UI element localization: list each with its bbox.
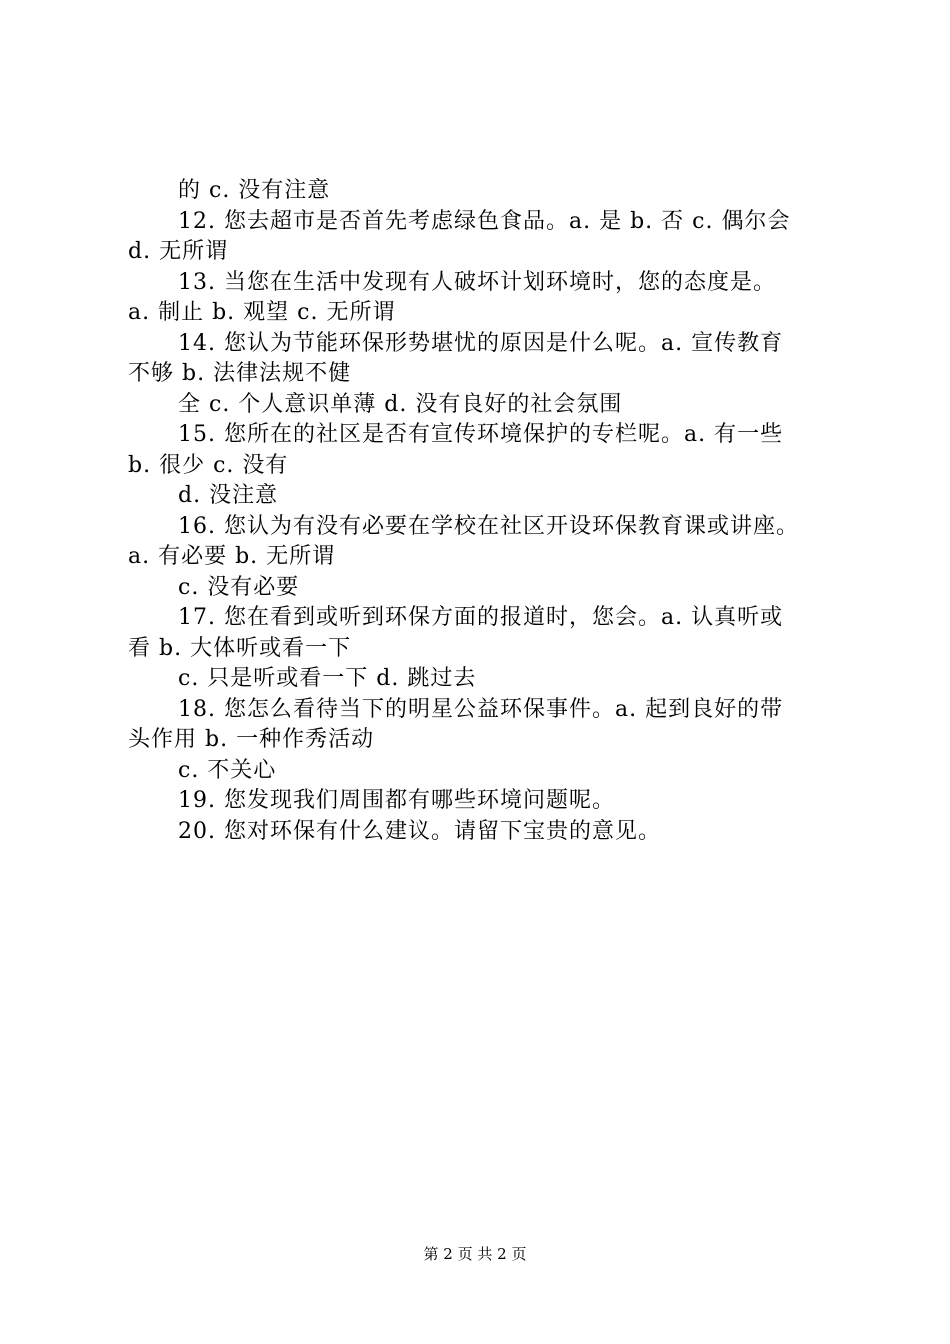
text-line: d. 没注意 <box>178 483 279 508</box>
question-12: 12. 您去超市是否首先考虑绿色食品。a. 是 b. 否 c. 偶尔会 <box>178 209 791 234</box>
question-15: 15. 您所在的社区是否有宣传环境保护的专栏呢。a. 有一些 <box>178 422 784 447</box>
question-13: 13. 当您在生活中发现有人破坏计划环境时，您的态度是。 <box>178 270 776 295</box>
text-line: d. 无所谓 <box>128 239 229 264</box>
question-20: 20. 您对环保有什么建议。请留下宝贵的意见。 <box>178 819 661 844</box>
text-line: 看 b. 大体听或看一下 <box>128 636 352 661</box>
text-line: b. 很少 c. 没有 <box>128 453 289 478</box>
text-line: a. 制止 b. 观望 c. 无所谓 <box>128 300 396 325</box>
question-18: 18. 您怎么看待当下的明星公益环保事件。a. 起到良好的带 <box>178 697 784 722</box>
text-line: 全 c. 个人意识单薄 d. 没有良好的社会氛围 <box>178 392 623 417</box>
text-line: c. 不关心 <box>178 758 277 783</box>
text-line: 的 c. 没有注意 <box>178 178 331 203</box>
text-line: a. 有必要 b. 无所谓 <box>128 544 336 569</box>
text-line: 头作用 b. 一种作秀活动 <box>128 727 375 752</box>
page-footer: 第 2 页 共 2 页 <box>423 1245 527 1263</box>
question-14: 14. 您认为节能环保形势堪忧的原因是什么呢。a. 宣传教育 <box>178 331 784 356</box>
text-line: c. 只是听或看一下 d. 跳过去 <box>178 666 477 691</box>
question-19: 19. 您发现我们周围都有哪些环境问题呢。 <box>178 788 615 813</box>
question-16: 16. 您认为有没有必要在学校在社区开设环保教育课或讲座。 <box>178 514 799 539</box>
text-line: 不够 b. 法律法规不健 <box>128 361 352 386</box>
text-line: c. 没有必要 <box>178 575 300 600</box>
question-17: 17. 您在看到或听到环保方面的报道时，您会。a. 认真听或 <box>178 605 784 630</box>
